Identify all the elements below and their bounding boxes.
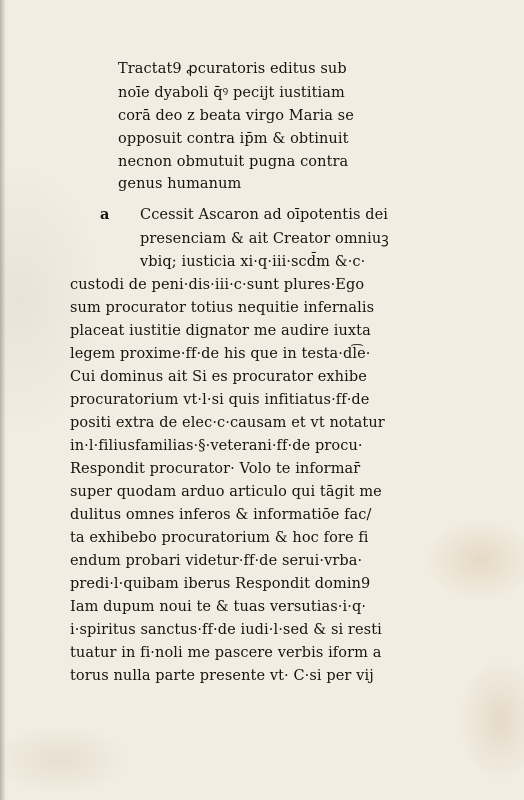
body-line: presenciam & ait Creator omniuꝫ [140, 231, 389, 247]
body-line: in·l·filiusfamilias·§·veterani·ff·de procu· [70, 438, 363, 454]
body-line: i·spiritus sanctus·ff·de iudi·l·sed & si resti [70, 622, 382, 638]
body-line: procuratorium vt·l·si quis infitiatus·ff·de [70, 392, 370, 408]
body-line: legem proxime·ff·de his que in testa·dl͡e· [70, 346, 371, 362]
heading-line: Tractat9 ꝓcuratoris editus sub [118, 61, 347, 77]
body-line: positi extra de elec·c·causam et vt notatur [70, 415, 385, 431]
body-line: Cui dominus ait Si es procurator exhibe [70, 369, 367, 385]
body-line: endum probari videtur·ff·de serui·vrba· [70, 553, 363, 569]
heading-line: genus humanum [118, 176, 242, 192]
heading-line: corā deo z beata virgo Maria se [118, 108, 354, 124]
heading-line: noīe dyaboli q̄ꝰ pecijt iustitiam [118, 85, 345, 101]
page-edge-shadow [0, 0, 6, 800]
heading-line: necnon obmutuit pugna contra [118, 154, 349, 170]
initial-guide-letter: a [100, 206, 110, 223]
heading-line: opposuit contra ip̄m & obtinuit [118, 131, 349, 147]
body-line: custodi de peni·dis·iii·c·sunt plures·Ego [70, 277, 365, 293]
body-line: torus nulla parte presente vt· C·si per vij [70, 668, 374, 684]
body-line: tuatur in fi·noli me pascere verbis iform a [70, 645, 382, 661]
body-line: vbiq; iusticia xi·q·iii·scd̄m &·c· [140, 254, 366, 270]
body-line: Ccessit Ascaron ad oīpotentis dei [140, 207, 389, 223]
body-line: dulitus omnes inferos & informatiōe fac/ [70, 507, 372, 523]
body-line: placeat iustitie dignator me audire iuxta [70, 323, 371, 339]
body-line: ta exhibebo procuratorium & hoc fore fi [70, 530, 369, 546]
body-line: predi·l·quibam iberus Respondit domin9 [70, 576, 371, 592]
body-line: Respondit procurator· Volo te informar̄ [70, 461, 361, 477]
body-line: Iam dupum noui te & tuas versutias·i·q· [70, 599, 367, 615]
body-line: sum procurator totius nequitie infernalis [70, 300, 375, 316]
body-line: super quodam arduo articulo qui tāgit me [70, 484, 382, 500]
